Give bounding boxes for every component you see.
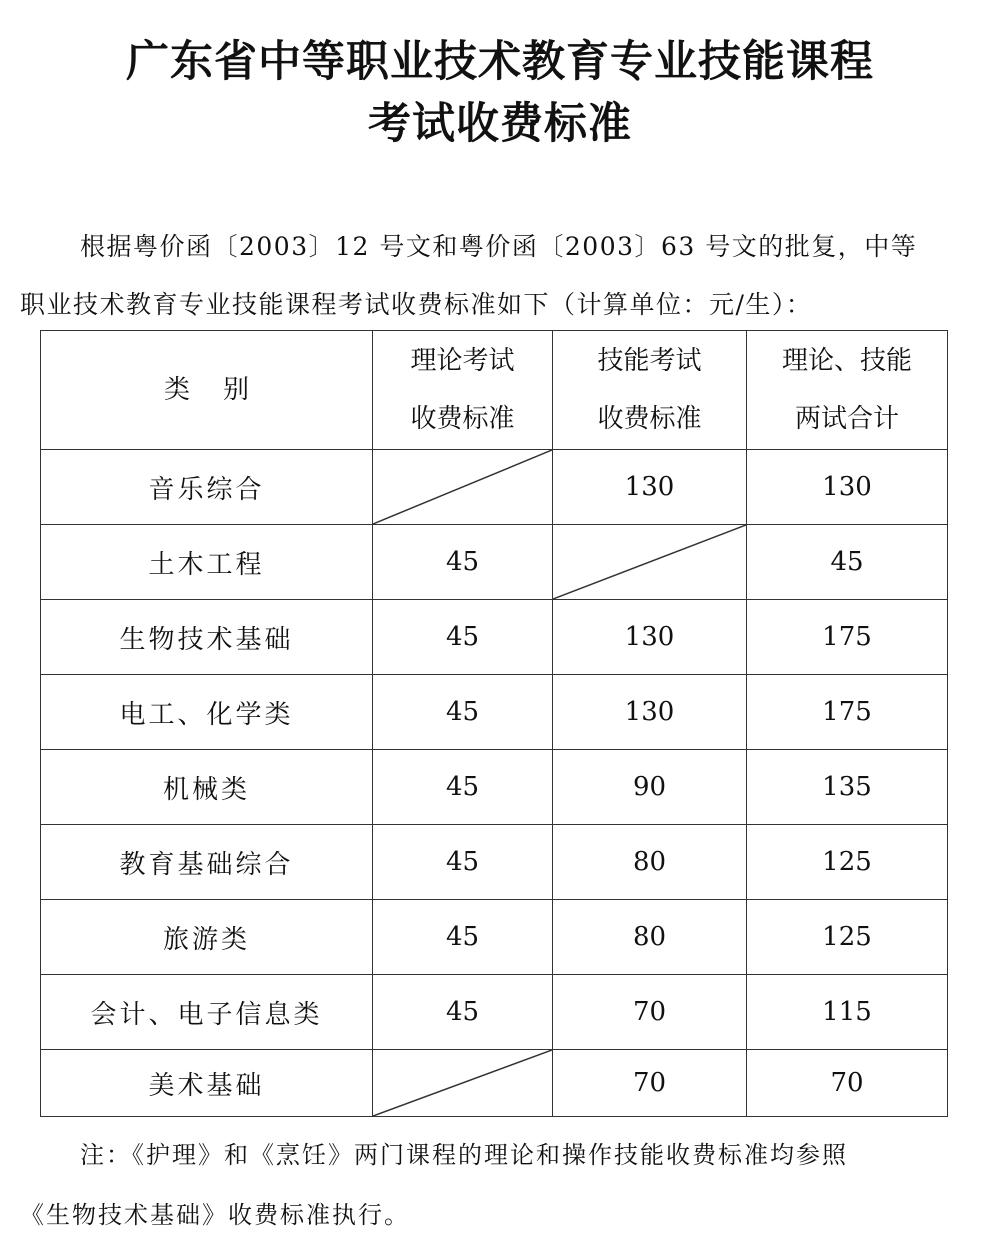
theory-fee-cell: 45 <box>373 600 553 675</box>
total-fee-cell: 135 <box>747 750 948 825</box>
total-fee-cell: 125 <box>747 900 948 975</box>
skill-fee-cell-empty <box>553 525 747 600</box>
total-fee-cell: 45 <box>747 525 948 600</box>
table-row <box>41 900 948 975</box>
diagonal-slash <box>373 450 552 524</box>
theory-fee-cell-empty <box>373 450 553 525</box>
table-row <box>41 750 948 825</box>
skill-fee-cell: 130 <box>553 450 747 525</box>
document-title-line-2: 考试收费标准 <box>368 99 632 149</box>
table-row <box>41 525 948 600</box>
theory-fee-header-line-2: 收费标准 <box>410 404 515 434</box>
footnote-line-2: 《生物技术基础》收费标准执行。 <box>20 1201 410 1229</box>
table-row <box>41 450 948 525</box>
skill-fee-cell: 90 <box>553 750 747 825</box>
skill-fee-header-line-2: 收费标准 <box>597 404 702 434</box>
category-cell: 教育基础综合 <box>41 825 373 900</box>
category-cell: 音乐综合 <box>41 450 373 525</box>
total-fee-cell: 175 <box>747 675 948 750</box>
diagonal-slash <box>553 525 746 599</box>
theory-fee-cell: 45 <box>373 825 553 900</box>
category-cell: 旅游类 <box>41 900 373 975</box>
category-cell: 生物技术基础 <box>41 600 373 675</box>
intro-paragraph-line-1: 根据粤价函〔2003〕12 号文和粤价函〔2003〕63 号文的批复，中等 <box>80 232 918 261</box>
skill-fee-header-line-1: 技能考试 <box>597 346 702 376</box>
theory-fee-cell: 45 <box>373 975 553 1050</box>
theory-fee-cell: 45 <box>373 900 553 975</box>
skill-fee-cell: 70 <box>553 975 747 1050</box>
table-row <box>41 975 948 1050</box>
table-row <box>41 1050 948 1117</box>
skill-fee-cell: 130 <box>553 675 747 750</box>
theory-fee-cell-empty <box>373 1050 553 1117</box>
table-row <box>41 825 948 900</box>
total-fee-header <box>747 331 948 450</box>
total-fee-cell: 130 <box>747 450 948 525</box>
theory-fee-cell: 45 <box>373 675 553 750</box>
skill-fee-cell: 80 <box>553 825 747 900</box>
category-cell: 土木工程 <box>41 525 373 600</box>
table-row <box>41 600 948 675</box>
total-fee-header-line-1: 理论、技能 <box>781 346 912 376</box>
category-cell: 电工、化学类 <box>41 675 373 750</box>
theory-fee-header-line-1: 理论考试 <box>410 346 515 376</box>
skill-fee-header <box>553 331 747 450</box>
diagonal-slash <box>373 1050 552 1116</box>
intro-paragraph-line-2: 职业技术教育专业技能课程考试收费标准如下（计算单位：元/生）： <box>20 290 813 319</box>
total-fee-cell: 175 <box>747 600 948 675</box>
skill-fee-cell: 130 <box>553 600 747 675</box>
category-cell: 机械类 <box>41 750 373 825</box>
fee-table <box>40 330 948 1117</box>
total-fee-cell: 115 <box>747 975 948 1050</box>
theory-fee-cell: 45 <box>373 750 553 825</box>
total-fee-cell: 125 <box>747 825 948 900</box>
total-fee-header-line-2: 两试合计 <box>794 404 899 434</box>
total-fee-cell: 70 <box>747 1050 948 1117</box>
theory-fee-cell: 45 <box>373 525 553 600</box>
category-cell: 美术基础 <box>41 1050 373 1117</box>
category-header-label: 类 别 <box>163 375 250 405</box>
skill-fee-cell: 70 <box>553 1050 747 1117</box>
category-header <box>41 331 373 450</box>
skill-fee-cell: 80 <box>553 900 747 975</box>
theory-fee-header <box>373 331 553 450</box>
category-cell: 会计、电子信息类 <box>41 975 373 1050</box>
table-row <box>41 675 948 750</box>
table-header-row <box>41 331 948 450</box>
footnote-line-1: 注：《护理》和《烹饪》两门课程的理论和操作技能收费标准均参照 <box>80 1141 848 1169</box>
document-title-line-1: 广东省中等职业技术教育专业技能课程 <box>126 37 874 87</box>
